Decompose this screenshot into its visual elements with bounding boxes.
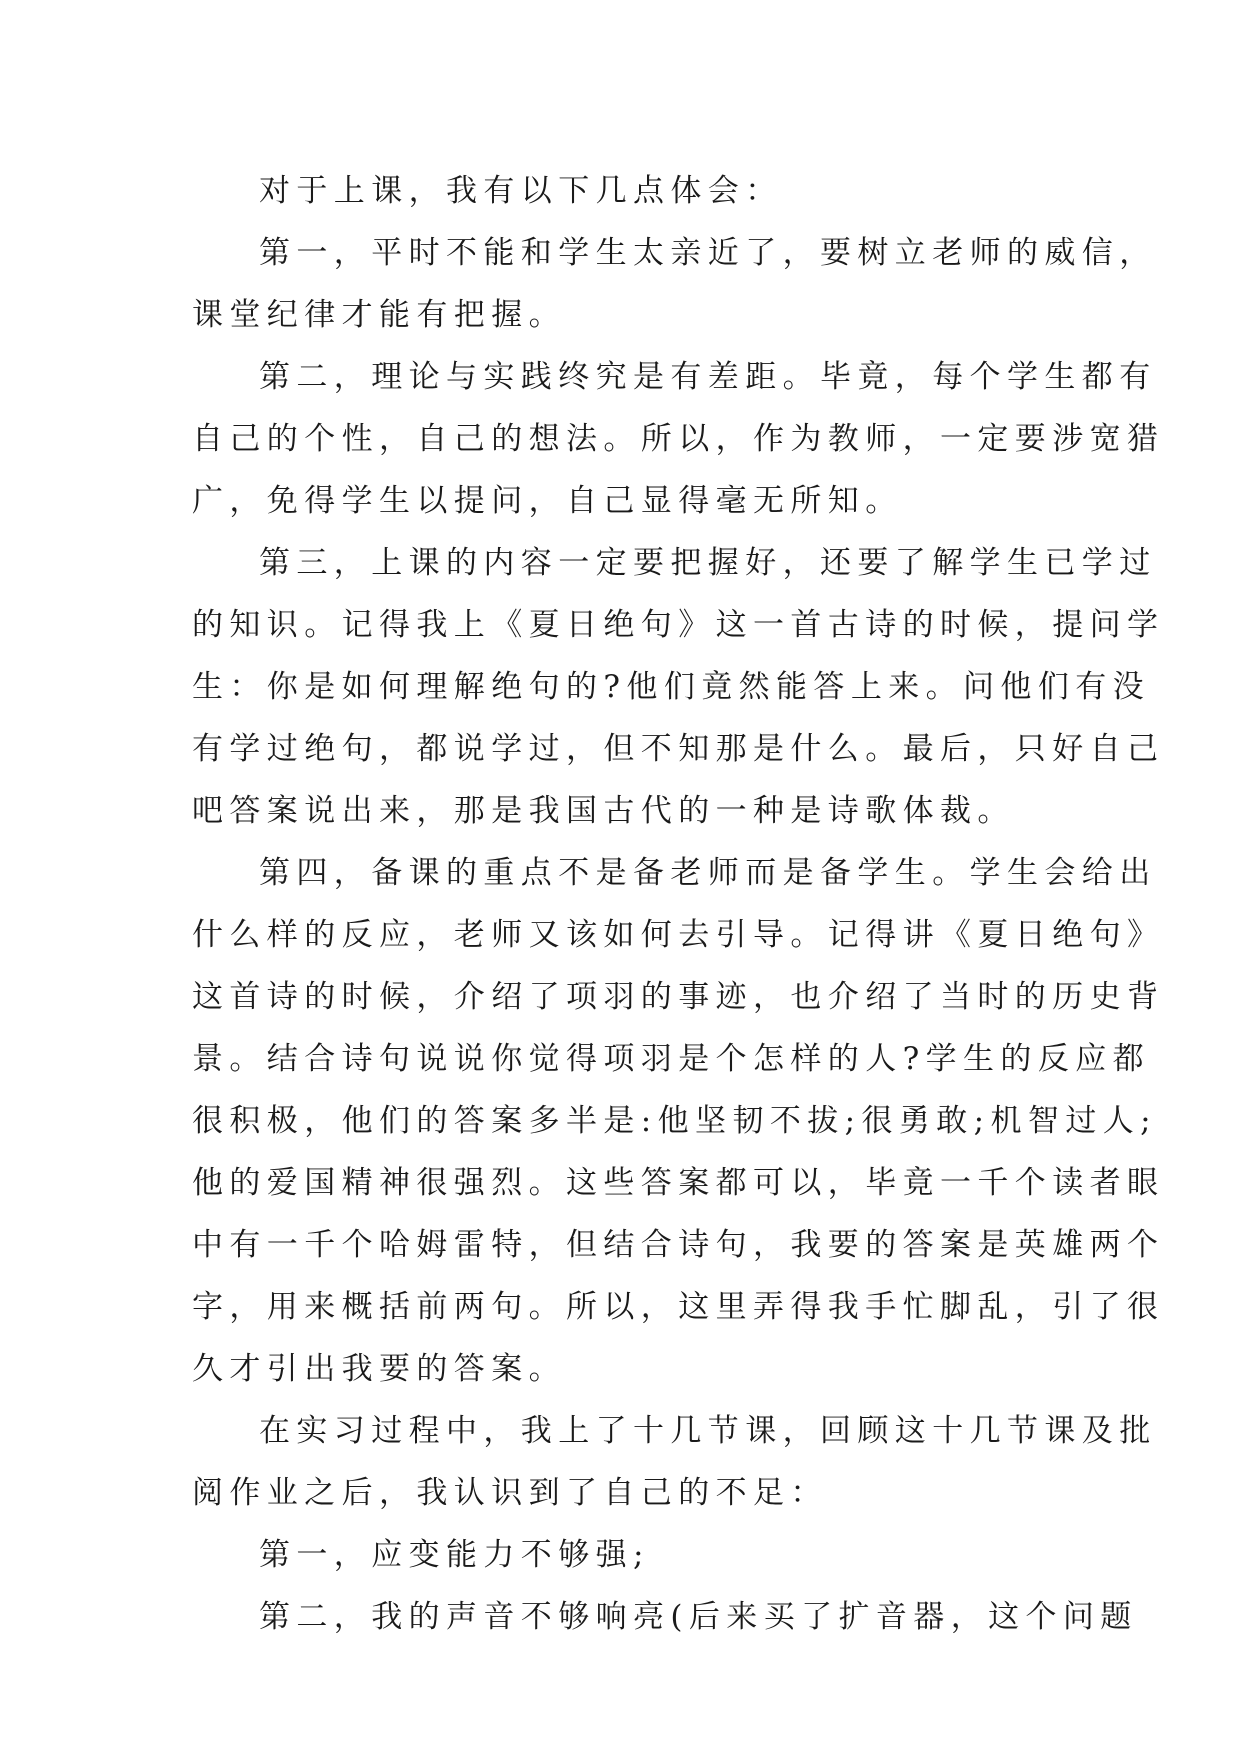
text-line: 第一，应变能力不够强; — [259, 1537, 650, 1573]
text-line: 他的爱国精神很强烈。这些答案都可以，毕竟一千个读者眼 — [192, 1165, 1165, 1201]
text-line: 什么样的反应，老师又该如何去引导。记得讲《夏日绝句》 — [192, 917, 1165, 953]
text-line: 景。结合诗句说说你觉得项羽是个怎样的人?学生的反应都 — [192, 1041, 1151, 1077]
text-line: 第四，备课的重点不是备老师而是备学生。学生会给出 — [259, 855, 1157, 891]
text-line: 这首诗的时候，介绍了项羽的事迹，也介绍了当时的历史背 — [192, 979, 1165, 1015]
text-line: 在实习过程中，我上了十几节课，回顾这十几节课及批 — [259, 1413, 1157, 1449]
text-line: 广，免得学生以提问，自己显得毫无所知。 — [192, 483, 903, 519]
text-line: 第一，平时不能和学生太亲近了，要树立老师的威信， — [259, 235, 1157, 271]
text-line: 阅作业之后，我认识到了自己的不足： — [192, 1475, 828, 1511]
text-line: 第二，我的声音不够响亮(后来买了扩音器，这个问题 — [259, 1599, 1138, 1635]
text-line: 的知识。记得我上《夏日绝句》这一首古诗的时候，提问学 — [192, 607, 1165, 643]
text-line: 对于上课，我有以下几点体会： — [259, 173, 783, 209]
text-line: 久才引出我要的答案。 — [192, 1351, 566, 1387]
text-line: 字，用来概括前两句。所以，这里弄得我手忙脚乱，引了很 — [192, 1289, 1165, 1325]
text-line: 有学过绝句，都说学过，但不知那是什么。最后，只好自己 — [192, 731, 1165, 767]
text-line: 生：你是如何理解绝句的?他们竟然能答上来。问他们有没 — [192, 669, 1151, 705]
text-line: 很积极，他们的答案多半是:他坚韧不拔;很勇敢;机智过人; — [192, 1103, 1157, 1139]
text-line: 第三，上课的内容一定要把握好，还要了解学生已学过 — [259, 545, 1157, 581]
document-body — [192, 160, 1165, 1648]
text-line: 中有一千个哈姆雷特，但结合诗句，我要的答案是英雄两个 — [192, 1227, 1165, 1263]
text-line: 吧答案说出来，那是我国古代的一种是诗歌体裁。 — [192, 793, 1015, 829]
text-line: 课堂纪律才能有把握。 — [192, 297, 566, 333]
text-line: 自己的个性，自己的想法。所以，作为教师，一定要涉宽猎 — [192, 421, 1165, 457]
text-line: 第二，理论与实践终究是有差距。毕竟，每个学生都有 — [259, 359, 1157, 395]
